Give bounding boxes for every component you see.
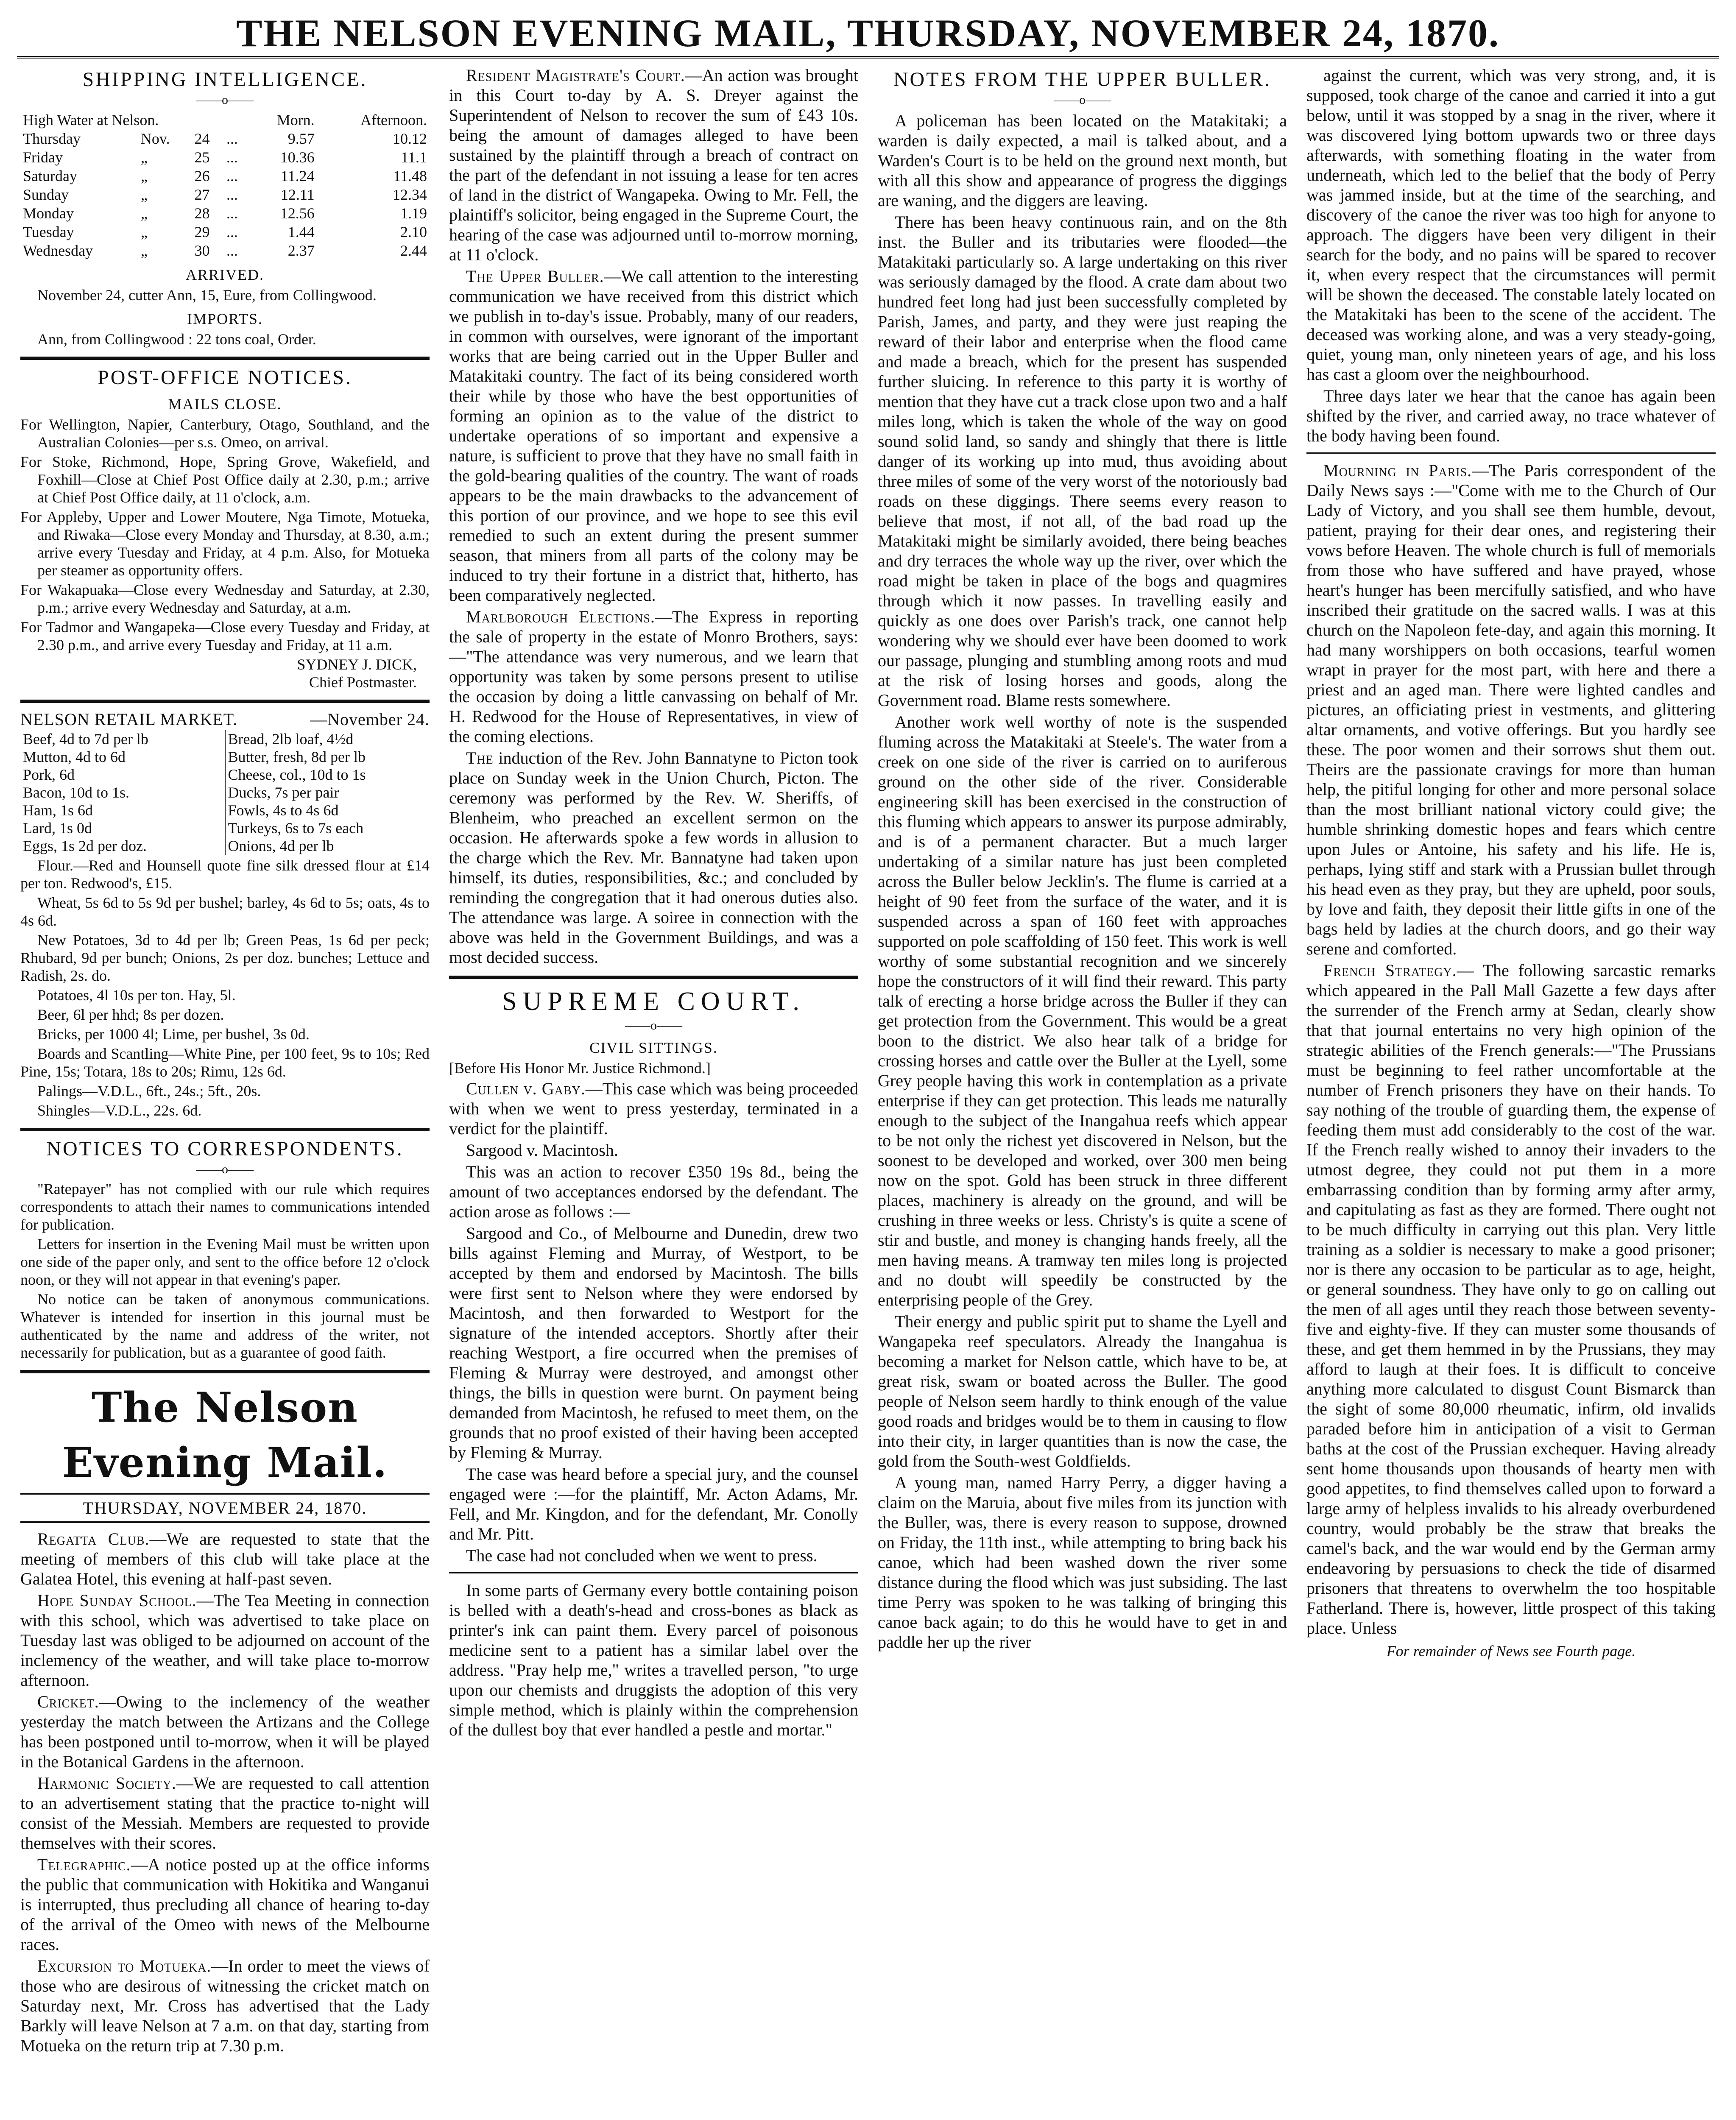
court-para <box>449 1079 858 1138</box>
upper-buller-title: NOTES FROM THE UPPER BULLER. <box>893 68 1272 91</box>
article-text: —An action was brought in this Court to-day by A. S. Dreyer against the Superintendent of Nelson to recover the sum of £43 10s. being the amount of damages alleged to have been sustained by the plaintiff through a breach of contract on the part of the defendant in not issuing a lease for ten acres of land in the district of Wangapeka. Owing to Mr. Fell, the plaintiff's solicitor, being engaged in the Supreme Court, the hearing of the case was adjourned until to-morrow morning, at 11 o'clock. <box>449 66 858 264</box>
article <box>1306 65 1716 384</box>
tide-cell: 29 <box>194 223 210 240</box>
tide-cell: 9.57 <box>287 130 315 147</box>
article <box>1306 386 1716 446</box>
market-paras <box>20 856 430 1119</box>
court-para <box>449 1223 858 1462</box>
local-item-text: —Owing to the inclemency of the weather yesterday the match between the Artizans and the College has been postponed until to-morrow, when it will be played in the Botanical Gardens in the afternoon. <box>20 1692 430 1771</box>
arrived-text: November 24, cutter Ann, 15, Eure, from Collingwood. <box>37 287 377 304</box>
market-para: Bricks, per 1000 4l; Lime, per bushel, 3s 0d. <box>37 1026 310 1043</box>
local-item-lead: Excursion to Motueka. <box>37 1956 212 1975</box>
tide-cell: Monday <box>23 205 74 222</box>
tide-cell: 25 <box>194 149 210 166</box>
local-item-lead: Telegraphic. <box>37 1855 131 1874</box>
french-para <box>1306 960 1716 1638</box>
local-item <box>20 1855 430 1954</box>
tide-cell: ... <box>226 242 238 259</box>
market-cell: Beef, 4d to 7d per lb <box>23 731 148 748</box>
article <box>449 748 858 967</box>
masthead: THE NELSON EVENING MAIL, THURSDAY, NOVEMBER 24, 1870. <box>17 8 1719 59</box>
market-para: Beer, 6l per hhd; 8s per dozen. <box>37 1006 224 1023</box>
tide-cell: ... <box>226 223 238 240</box>
article-text: —We call attention to the interesting communication we have received from this district which we publish in to-day's issue. Probably, many of our readers, in common with ourselves, were ignorant of the important works that are being carried out in the Upper Buller and Matakitaki country. The fact of its being considered worth their while by those who have the best opportunities of forming an opinion as to the value of the district to undertake operations of so important and expensive a nature, is sufficient to prove that they have no small faith in the gold-bearing qualities of the country. The want of roads appears to be the main drawbacks to the advancement of this portion of our province, and we hope to see this evil remedied to such an extent during the present summer season, that miners from all parts of the colony may be induced to try their fortune in a district that, hitherto, has been comparatively neglected. <box>449 267 858 605</box>
court-paras <box>449 1079 858 1565</box>
article-text: Three days later we hear that the canoe has again been shifted by the river, and carried away, no trace whatever of the body having been found. <box>1306 386 1716 445</box>
column-3 <box>874 64 1290 2120</box>
article-lead: The Upper Buller. <box>466 267 604 286</box>
columns <box>17 64 1719 2120</box>
market-cell: Bread, 2lb loaf, 4½d <box>225 730 430 748</box>
paris-para <box>1306 460 1716 959</box>
article <box>449 607 858 746</box>
market-cell: Ham, 1s 6d <box>23 802 93 819</box>
local-item-lead: Harmonic Society. <box>37 1774 176 1793</box>
tide-cell: 28 <box>194 205 210 222</box>
article <box>449 266 858 605</box>
court-para-text: The case was heard before a special jury, and the counsel engaged were :—for the plaintiff, Mr. Acton Adams, Mr. Fell, and Mr. Kingdon, and for the defendant, Mr. Conolly and Mr. Pitt. <box>449 1464 858 1543</box>
germany-para: In some parts of Germany every bottle containing poison is belled with a death's-head and cross-bones as black as printer's ink can paint them. Every parcel of poisonous medicine sent to a patient has a similar label over the address. "Pray help me," writes a travelled person, "to urge upon our chemists and druggists the adoption of this very simple method, which is plainly within the comprehension of the dullest boy that ever handled a pestle and mortar." <box>449 1581 858 1739</box>
tide-cell: 11.24 <box>281 167 315 184</box>
mails-close-head: MAILS CLOSE. <box>168 396 282 413</box>
court-para-text: —This case which was being proceeded with when we went to press yesterday, terminated in a verdict for the plaintiff. <box>449 1079 859 1138</box>
mail-item: For Stoke, Richmond, Hope, Spring Grove, Wakefield, and Foxhill—Close at Chief Post Office daily at 2.30, p.m.; arrive at Chief Post Office daily, at 11 o'clock, a.m. <box>20 453 430 506</box>
upper-buller-para: Their energy and public spirit put to shame the Lyell and Wangapeka reef speculators. Already the Inangahua is becoming a market for Nelson cattle, which have to be, at great risk, swam or boated across the Buller. The good people of Nelson seem hardly to think enough of the value good roads and bridges would be to them in causing to flow into their city, in larger quantities than is now the case, the gold from the South-west Goldfields. <box>878 1312 1287 1470</box>
mail-items <box>20 416 430 654</box>
tide-cell: ... <box>226 149 238 166</box>
tide-cell: 1.19 <box>400 205 427 222</box>
tide-table <box>20 111 430 260</box>
upper-buller-paras <box>878 111 1287 1652</box>
market-row <box>20 819 430 837</box>
market-table <box>20 730 430 855</box>
tide-cell: 12.34 <box>393 186 427 203</box>
local-item-lead: Hope Sunday School. <box>37 1591 197 1610</box>
section-rule <box>20 1128 430 1131</box>
market-row <box>20 748 430 766</box>
court-para-text: This was an action to recover £350 19s 8d., being the amount of two acceptances endorsed by the defendant. The action arose as follows :— <box>449 1162 858 1221</box>
market-para: Boards and Scantling—White Pine, per 100 feet, 9s to 10s; Red Pine, 15s; Totara, 18s to 20s; Rimu, 12s 6d. <box>20 1045 430 1080</box>
section-rule <box>1306 452 1716 454</box>
upper-buller-para: A policeman has been located on the Matakitaki; a warden is daily expected, a mail is talked about, and a Warden's Court is to be held on the ground next month, but with all this show and appearance of progress the diggings are waning, and the diggers are leaving. <box>878 111 1287 210</box>
market-cell: Ducks, 7s per pair <box>225 784 430 801</box>
tide-cell: „ <box>140 205 148 222</box>
tide-cell: Friday <box>23 149 63 166</box>
tide-cell: 10.36 <box>280 149 315 166</box>
market-cell: Butter, fresh, 8d per lb <box>225 748 430 766</box>
tide-cell: 12.11 <box>281 186 315 203</box>
court-para-text: Sargood v. Macintosh. <box>466 1141 618 1160</box>
correspondents-paras <box>20 1180 430 1361</box>
shipping-title: SHIPPING INTELLIGENCE. <box>82 68 368 91</box>
tide-cell: „ <box>140 167 148 184</box>
market-para: Palings—V.D.L., 6ft., 24s.; 5ft., 20s. <box>37 1082 261 1099</box>
tide-cell: Thursday <box>23 130 81 147</box>
market-cell: Eggs, 1s 2d per doz. <box>23 837 147 854</box>
local-item <box>20 1773 430 1853</box>
market-cell: Onions, 4d per lb <box>225 837 430 855</box>
article-text: —The Express in reporting the sale of property in the estate of Monro Brothers, says:—"The attendance was very numerous, and we learn that opportunity was taken by some persons present to utilise the occasion by doing a little canvassing on behalf of Mr. H. Redwood for the House of Representatives, in view of the coming elections. <box>449 607 859 746</box>
local-items <box>20 1529 430 2056</box>
tide-cell: 27 <box>194 186 210 203</box>
dateline: THURSDAY, NOVEMBER 24, 1870. <box>20 1493 430 1523</box>
market-row <box>20 766 430 784</box>
market-title <box>20 709 430 730</box>
post-office-title: POST-OFFICE NOTICES. <box>98 366 352 389</box>
tide-cell: 2.10 <box>400 223 427 240</box>
column-4 <box>1303 64 1719 2120</box>
market-title-left: NELSON RETAIL MARKET. <box>20 710 238 729</box>
imports-head: IMPORTS. <box>187 310 263 327</box>
col4-paras <box>1306 65 1716 446</box>
tide-cell: Sunday <box>23 186 69 203</box>
nameplate: The Nelson Evening Mail. <box>62 1384 388 1487</box>
market-cell: Pork, 6d <box>23 766 75 783</box>
market-cell: Turkeys, 6s to 7s each <box>225 819 430 837</box>
tide-cell: Wednesday <box>23 242 93 259</box>
local-item-text: —We are requested to call attention to an advertisement stating that the practice to-night will consist of the Messiah. Members are requested to provide themselves with their scores. <box>20 1774 430 1852</box>
market-cell: Fowls, 4s to 4s 6d <box>225 801 430 819</box>
market-row <box>20 784 430 801</box>
ornament: ——o—— <box>625 1018 682 1032</box>
tide-cell: ... <box>226 167 238 184</box>
local-item-lead: Regatta Club. <box>37 1529 150 1548</box>
tide-cell: Nov. <box>140 130 170 147</box>
tide-header-afternoon: Afternoon. <box>360 112 427 128</box>
tide-cell: 30 <box>194 242 210 259</box>
local-item-text: —We are requested to state that the meeting of members of this club will take place at the Galatea Hotel, this evening at half-past seven. <box>20 1529 430 1588</box>
column-1 <box>17 64 433 2120</box>
tide-cell: 10.12 <box>393 130 427 147</box>
col2-articles <box>449 65 858 967</box>
imports-text: Ann, from Collingwood : 22 tons coal, Order. <box>37 331 316 348</box>
upper-buller-para: Another work well worthy of note is the suspended fluming across the Matakitaki at Steele's. The water from a creek on one side of the river is carried on to auriferous ground on the other side of the river. Considerable engineering skill has been exercised in the construction of this fluming which appears to answer its purpose admirably, and is of a permanent character. But a much larger undertaking of a similar nature has just been completed across the Buller below Jecklin's. The flume is carried at a height of 90 feet from the surface of the water, and it is suspended across a span of 160 feet with approaches supported on pole scaffolding of 150 feet. This work is well worthy of some substantial recognition and we sincerely hope the constructors of it will find their reward. This party talk of erecting a horse bridge across the Buller if they can get protection from the Government. This would be a great boon to the district. We also hear talk of a bridge for crossing horses and cattle over the Buller at the Lyell, some Grey people having this work in contemplation as a private enterprise if they can get protection. This leads me naturally enough to the subject of the Inangahua reefs which appear to be not only the richest yet discovered in Nelson, but the soonest to be developed and worked, over 300 men being now on the spot. Gold has been struck in three different places, machinery is already on the ground, and will be crushing in three weeks or less. Christy's is quite a scene of stir and bustle, and money is changing hands freely, all the men having means. A tramway ten miles long is projected and no doubt will speedily be constructed by the enterprising people of the Grey. <box>878 712 1287 1309</box>
local-item-text: —In order to meet the views of those who are desirous of witnessing the cricket match on Saturday next, Mr. Cross has advertised that the Lady Barkly will leave Nelson at 7 a.m. on that day, starting from Motueka on the return trip at 7.30 p.m. <box>20 1956 430 2055</box>
ornament: ——o—— <box>1054 93 1111 107</box>
upper-buller-para: There has been heavy continuous rain, and on the 8th inst. the Buller and its tributaries were flooded—the Matakitaki particularly so. A large undertaking on this river was seriously damaged by the flood. A crate dam about two hundred feet long had just been successfully completed by Parish, James, and party, and they were just reaping the reward of their labor and enterprise when the flood came and made a breach, which for the present has suspended further sluicing. In reference to this party it is worthy of mention that they have cut a track close upon two and a half miles long, which is taken the whole of the way on good sound solid land, so sandy and shingly that there is little danger of its working up into mud, thus avoiding about three miles of some of the very worst of the notoriously bad roads on these diggings. There seems every reason to believe that most, if not all, of the bad road up the Matakitaki might be similarly avoided, there being beaches and dry terraces the whole way up the river, over which the road might be taken in place of the bogs and quagmires through which it now passes. In travelling easily and quickly as one does over Parish's track, one cannot help wondering why we should ever have been doomed to work our passage, plunging and stumbling among roots and mud at the risk of losing horses and goods, along the Government road. Blame rests somewhere. <box>878 212 1287 710</box>
tide-body <box>20 129 430 260</box>
column-2 <box>446 64 862 2120</box>
postmaster-name: SYDNEY J. DICK, <box>297 656 417 673</box>
tide-header-row <box>20 111 430 129</box>
tide-cell: 24 <box>194 130 210 147</box>
section-rule <box>20 357 430 360</box>
paris-text: —The Paris correspondent of the Daily News says :—"Come with me to the Church of Our Lady of Victory, and you shall see them humble, devout, patient, praying for their dear ones, and registering their vows before Heaven. The whole church is full of memorials from those who have suffered and have prayed, whose heart's hunger has been mercifully satisfied, and who have inscribed their gratitude on the sacred walls. I was at this church on the Napoleon fete-day, and again this morning. It had many worshippers on both occasions, tearful women wrapt in prayer for the most part, with here and there a priest and an aged man. There were lighted candles and pictures, an officiating priest in vestments, and glittering altar ornaments, and votive offerings. But you hardly see these. The poor women and their sorrows shut them out. Theirs are the passionate cravings for more than human help, the pitiful longing for other and more personal solace than the most brilliant national victory could give; the humble shrinking domestic hopes and fears which centre upon Jules or Antoine, his safety and his life. He is, perhaps, lying stiff and stark with a Prussian bullet through his head even as they pray, but they are upheld, poor souls, by love and faith, they deposit their little gifts in one of the bags held by ladies at the church doors, and go their way serene and comforted. <box>1306 461 1716 958</box>
court-para-text: Sargood and Co., of Melbourne and Dunedin, drew two bills against Fleming and Murray, of Westport, to be accepted by them and endorsed by Macintosh. The bills were first sent to Nelson where they were endorsed by Macintosh, and then forwarded to Westport for the signature of the intended acceptors. Shortly after their reaching Westport, a fire occurred when the premises of Fleming & Murray were destroyed, and amongst other things, the bills in question were burnt. On payment being demanded from Macintosh, he refused to meet them, on the grounds that no proof existed of their having been accepted by Fleming & Murray. <box>449 1224 858 1462</box>
postmaster-title: Chief Postmaster. <box>309 674 417 691</box>
mail-item: For Wellington, Napier, Canterbury, Otago, Southland, and the Australian Colonies—per s.s. Omeo, on arrival. <box>20 416 430 451</box>
tide-row <box>20 204 430 223</box>
upper-buller-para: A young man, named Harry Perry, a digger having a claim on the Maruia, about five miles from its junction with the Buller, was, there is every reason to suppose, drowned on Friday, the 11th inst., while attempting to bring back his canoe, which had been washed down the river some distance during the flood which was just subsiding. The last time Perry was spoken to he was talking of bringing this canoe back again; to do this he would have to get in and paddle her up the river <box>878 1473 1287 1651</box>
market-para: Shingles—V.D.L., 22s. 6d. <box>37 1102 202 1119</box>
market-row <box>20 730 430 748</box>
market-title-right: —November 24. <box>310 710 430 729</box>
tide-row <box>20 148 430 167</box>
mail-item: For Tadmor and Wangapeka—Close every Tuesday and Friday, at 2.30 p.m., and arrive every Tuesday and Friday, at 11 a.m. <box>20 619 430 653</box>
tide-cell: 26 <box>194 167 210 184</box>
tide-row <box>20 223 430 241</box>
market-cell: Bacon, 10d to 1s. <box>23 784 129 801</box>
market-para: Flour.—Red and Hounsell quote fine silk dressed flour at £14 per ton. Redwood's, £15. <box>20 857 430 892</box>
local-item <box>20 1692 430 1771</box>
article-lead: Resident Magistrate's Court. <box>466 66 685 85</box>
mail-item: For Appleby, Upper and Lower Moutere, Nga Timote, Motueka, and Riwaka—Close every Monday and Thursday, at 8.30, a.m.; arrive every Tuesday and Friday, at 4 p.m. Also, for Motueka per steamer as opportunity offers. <box>20 508 430 579</box>
court-para <box>449 1140 858 1160</box>
correspondent-notice: "Ratepayer" has not complied with our rule which requires correspondents to attach their names to communications intended for publication. <box>20 1180 430 1233</box>
tide-cell: „ <box>140 186 148 203</box>
tide-cell: ... <box>226 186 238 203</box>
french-lead: French Strategy. <box>1323 961 1457 980</box>
local-item <box>20 1956 430 2056</box>
tide-cell: 2.37 <box>287 242 315 259</box>
court-para <box>449 1545 858 1565</box>
tide-row <box>20 241 430 260</box>
ornament: ——o—— <box>196 1162 254 1176</box>
correspondent-notice: Letters for insertion in the Evening Mail must be written upon one side of the paper only, and sent to the office before 12 o'clock noon, or they will not appear in that evening's paper. <box>20 1236 430 1288</box>
local-item-text: —A notice posted up at the office informs the public that communication with Hokitika and Wanganui is interrupted, thus precluding all chance of hearing to-day of the arrival of the Omeo with news of the Melbourne races. <box>20 1855 430 1954</box>
civil-sittings: CIVIL SITTINGS. <box>589 1039 718 1056</box>
tide-cell: ... <box>226 205 238 222</box>
tide-header-morn: Morn. <box>276 112 315 128</box>
ornament: ——o—— <box>196 93 254 107</box>
supreme-court-title: SUPREME COURT. <box>502 987 805 1016</box>
tide-cell: 2.44 <box>400 242 427 259</box>
market-para: Wheat, 5s 6d to 5s 9d per bushel; barley, 4s 6d to 5s; oats, 4s to 4s 6d. <box>20 894 430 929</box>
local-item <box>20 1529 430 1589</box>
tide-cell: 11.1 <box>401 149 427 166</box>
court-para <box>449 1162 858 1222</box>
court-para-lead: Cullen v. Gaby. <box>466 1079 586 1098</box>
tide-cell: „ <box>140 223 148 240</box>
correspondent-notice: No notice can be taken of anonymous communications. Whatever is intended for insertion in this journal must be authenticated by the name and address of the writer, not necessarily for publication, but as a guarantee of good faith. <box>20 1291 430 1361</box>
section-rule <box>20 1370 430 1373</box>
correspondents-title: NOTICES TO CORRESPONDENTS. <box>46 1138 404 1160</box>
market-row <box>20 801 430 819</box>
tide-cell: 11.48 <box>393 167 427 184</box>
local-item-text: —The Tea Meeting in connection with this school, which was advertised to take place on Tuesday last was obliged to be adjourned on account of the inclemency of the weather, and will take place to-morrow afternoon. <box>20 1591 430 1690</box>
tide-cell: 12.56 <box>280 205 315 222</box>
tide-header-label: High Water at Nelson. <box>23 112 159 128</box>
footnote: For remainder of News see Fourth page. <box>1386 1643 1636 1660</box>
market-cell: Mutton, 4d to 6d <box>23 748 126 765</box>
tide-row <box>20 167 430 185</box>
article-text: against the current, which was very strong, and, it is supposed, took charge of the canoe and carried it into a gut below, until it was stopped by a snag in the river, where it was discovered lying bottom upwards two or three days afterwards, with something floating in the water from underneath, which led to the belief that the body of Perry was jammed inside, but at the time of the searching, and discovery of the canoe the river was too high for anyone to approach. The diggers have been very diligent in their search for the body, and no pains will be spared to recover it, when every respect that the circumstances will permit will be shown the deceased. The constable lately located on the Matakitaki has been to the scene of the accident. The deceased was working alone, and was a very steady-going, quiet, young man, only nineteen years of age, and his loss has cast a gloom over the neighbourhood. <box>1306 66 1716 384</box>
market-cell: Cheese, col., 10d to 1s <box>225 766 430 784</box>
local-item <box>20 1590 430 1690</box>
tide-cell: ... <box>226 130 238 147</box>
article-lead: The <box>466 748 494 767</box>
mail-item: For Wakapuaka—Close every Wednesday and Saturday, at 2.30, p.m.; arrive every Wednesday and Saturday, at a.m. <box>20 581 430 616</box>
arrived-head: ARRIVED. <box>186 266 264 283</box>
section-rule <box>449 976 858 979</box>
section-rule <box>449 1572 858 1573</box>
tide-cell: Tuesday <box>23 223 74 240</box>
local-item-lead: Cricket. <box>37 1692 99 1711</box>
tide-cell: „ <box>140 242 148 259</box>
tide-cell: 1.44 <box>287 223 315 240</box>
section-rule <box>20 700 430 703</box>
article-lead: Marlborough Elections. <box>466 607 655 626</box>
french-text: — The following sarcastic remarks which appeared in the Pall Mall Gazette a few days after the surrender of the French army at Sedan, clearly show that that journal entertains no very high opinion of the strategic abilities of the French generals:—"The Prussians must be beginning to feel rather uncomfortable at the number of French prisoners they have on their hands. To say nothing of the trouble of guarding them, the expense of feeding them must add considerably to the cost of the war. If the French really wished to annoy their invaders to the utmost degree, they could not put them in a more embarrassing condition than by forming army after army, and capitulating as fast as they are formed. There ought not to be much difficulty in carrying out this plan. Very little training as a soldier is necessary to make a good prisoner; nor is there any occasion to be particular as to age, height, or general soundness. They have only to go on calling out the men of all ages until they reach those between seventy-five and eighty-five. If they can muster some thousands of these, and get them hemmed in by the Prussians, they may afford to laugh at their foes. It is difficult to conceive anything more calculated to disgust Count Bismarck than the sight of some 80,000 rheumatic, infirm, old invalids paraded before him in anticipation of a visit to German baths at the cost of the Prussian exchequer. Having already sent home thousands upon thousands of hearty men with good appetites, to find themselves called upon to forward a large army of helpless invalids to his already overburdened country, would probably be the straw that breaks the camel's back, and the war would end by the German army endeavoring by persuasions to check the tide of disarmed prisoners that threatens to overwhelm the too hospitable Fatherland. There is, however, little prospect of this taking place. Unless <box>1306 961 1716 1637</box>
tide-row <box>20 129 430 148</box>
tide-cell: „ <box>140 149 148 166</box>
court-bench: [Before His Honor Mr. Justice Richmond.] <box>449 1060 711 1077</box>
paris-lead: Mourning in Paris. <box>1323 461 1472 480</box>
tide-cell: Saturday <box>23 167 77 184</box>
article <box>449 65 858 265</box>
market-para: Potatoes, 4l 10s per ton. Hay, 5l. <box>37 987 236 1004</box>
court-para <box>449 1464 858 1544</box>
market-para: New Potatoes, 3d to 4d per lb; Green Peas, 1s 6d per peck; Rhubard, 9d per bunch; Onions, 2s per doz. bunches; Lettuce and Radish, 2s. do. <box>20 932 430 984</box>
article-text: induction of the Rev. John Bannatyne to Picton took place on Sunday week in the Union Church, Picton. The ceremony was performed by the Rev. W. Sheriffs, of Blenheim, who preached an excellent sermon on the occasion. He afterwards spoke a few words in allusion to the charge which the Rev. Mr. Bannatyne had taken upon himself, its duties, responsibilities, &c.; and concluded by reminding the congregation that it had onerous duties also. The attendance was large. A soiree in connection with the above was held in the Government Buildings, and was a most decided success. <box>449 748 858 967</box>
market-row <box>20 837 430 855</box>
tide-row <box>20 185 430 204</box>
market-cell: Lard, 1s 0d <box>23 820 92 837</box>
court-para-text: The case had not concluded when we went to press. <box>466 1546 818 1565</box>
